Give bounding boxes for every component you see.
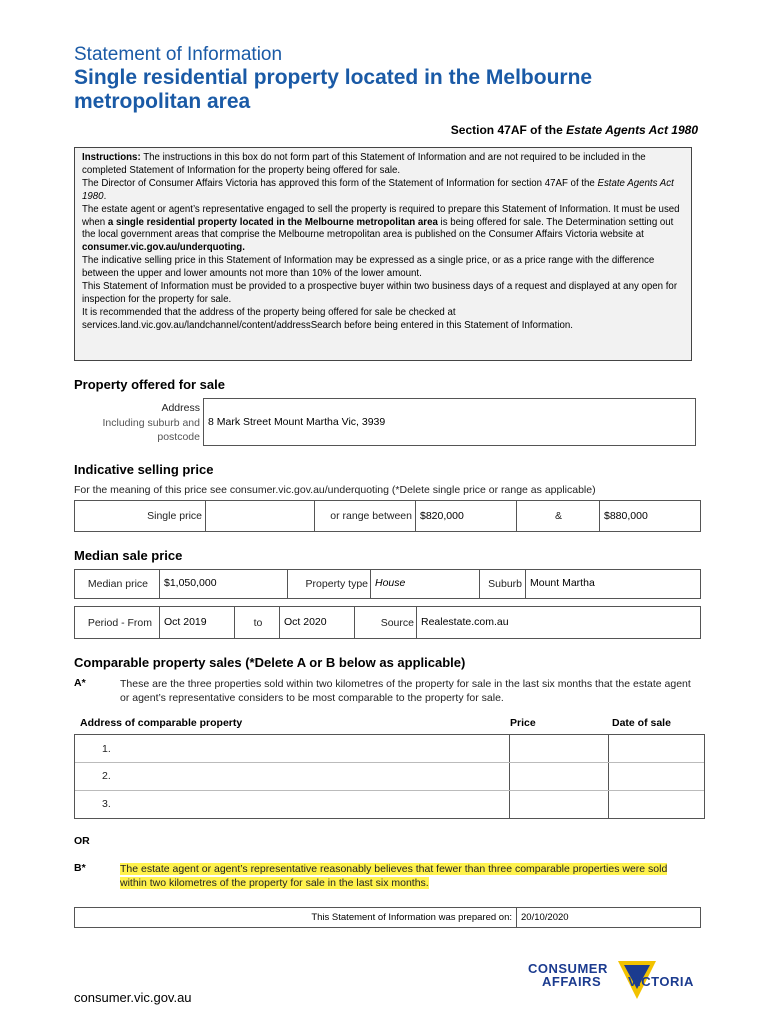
prepared-label: This Statement of Information was prepared on: (311, 912, 512, 923)
instructions-p6: It is recommended that the address of the property being offered for sale be checked at services.land.vic.gov.au/landchannel/content/addressSearch before being entered in this Statement of Information. (82, 306, 573, 331)
period-from-label: Period - From (87, 617, 152, 629)
col-price-header: Price (510, 717, 536, 729)
property-address-field[interactable]: 8 Mark Street Mount Martha Vic, 3939 (203, 398, 696, 446)
option-b-highlighted-text: The estate agent or agent’s representative reasonably believes that fewer than three comparable properties were sold within two kilometres of the property for sale in the last six months. (120, 863, 668, 889)
option-b-text (120, 862, 690, 890)
form-title: Single residential property located in the Melbourne metropolitan area (74, 66, 593, 113)
address-label-line1: Address (161, 402, 200, 414)
instructions-text-3b: is being offered for sale. The Determination setting out the local government areas that comprise the Melbourne metropolitan area is published on the Consumer Affairs Victoria website at (82, 216, 674, 241)
instructions-text-3-bold: a single residential property located in the Melbourne metropolitan area (107, 216, 438, 228)
instructions-box (74, 147, 692, 361)
option-a-text: These are the three properties sold within two kilometres of the property for sale in the last six months that the estate agent or agent’s representative considers to be most comparable to the property for sale. (120, 678, 691, 704)
single-price-field[interactable] (205, 500, 315, 532)
option-b-marker: B* (74, 862, 86, 874)
instructions-p2 (82, 178, 684, 204)
table-divider-price (509, 735, 510, 819)
address-label-line2: Including suburb and (102, 416, 200, 429)
period-to-label: to (253, 617, 263, 629)
prepared-date-field[interactable]: 20/10/2020 (516, 907, 701, 928)
table-row-sep-2 (75, 790, 704, 791)
indicative-note: For the meaning of this price see consumer.vic.gov.au/underquoting (*Delete single price or range as applicable) (74, 484, 596, 496)
instructions-text-1: The instructions in this box do not form part of this Statement of Information and are not required to be included in the completed Statement of Information for the property being offered for sale. (82, 152, 646, 176)
suburb-field[interactable]: Mount Martha (525, 569, 701, 599)
row-1-number: 1. (102, 743, 111, 755)
table-row-sep-1 (75, 762, 704, 763)
consumer-affairs-victoria-logo (528, 958, 703, 1006)
property-type-field[interactable]: House (370, 569, 480, 599)
logo-line-consumer: CONSUMER (528, 961, 608, 976)
section-reference (451, 123, 698, 137)
footer-url[interactable]: consumer.vic.gov.au (74, 990, 192, 1005)
form-kicker: Statement of Information (74, 44, 283, 65)
source-label: Source (380, 617, 414, 629)
or-label: OR (74, 835, 90, 847)
instructions-p3 (82, 204, 684, 256)
instructions-label: Instructions: (82, 152, 141, 163)
period-from-field[interactable]: Oct 2019 (159, 606, 235, 639)
range-low-field[interactable]: $820,000 (415, 500, 517, 532)
range-high-field[interactable]: $880,000 (599, 500, 701, 532)
table-divider-date (608, 735, 609, 819)
median-heading: Median sale price (74, 548, 183, 563)
col-date-header: Date of sale (612, 717, 671, 729)
section-prefix: Section 47AF of the (450, 123, 567, 137)
range-label: or range between (330, 510, 412, 522)
comparable-heading: Comparable property sales (*Delete A or B below as applicable) (74, 655, 466, 670)
row-2-number: 2. (102, 770, 111, 782)
instructions-text-3a: The estate agent or agent’s representative engaged to sell the property is required to prepare this Statement of Information. It must be used when (82, 203, 680, 228)
median-price-label: Median price (87, 578, 148, 590)
property-type-label: Property type (305, 578, 368, 590)
logo-line-victoria: VICTORIA (628, 974, 694, 989)
col-address-header: Address of comparable property (80, 717, 243, 729)
logo-line-affairs: AFFAIRS (542, 974, 602, 989)
instructions-p5: This Statement of Information must be provided to a prospective buyer within two business days of a request and displayed at any open for inspection for the property for sale. (82, 281, 678, 305)
row-3-number: 3. (102, 798, 111, 810)
address-label (74, 401, 200, 445)
instructions-text-2-end: . (103, 190, 107, 202)
instructions-act: Estate Agents Act 1980 (82, 177, 674, 202)
instructions-p1 (82, 152, 684, 178)
comparable-table (74, 734, 705, 819)
property-heading: Property offered for sale (74, 377, 225, 392)
suburb-label: Suburb (488, 578, 522, 590)
indicative-heading: Indicative selling price (74, 462, 214, 477)
instructions-text-2: The Director of Consumer Affairs Victoria has approved this form of the Statement of Information for section 47AF of the (82, 177, 598, 189)
underquoting-link[interactable]: consumer.vic.gov.au/underquoting. (82, 242, 245, 254)
option-a-marker: A* (74, 677, 86, 689)
section-act: Estate Agents Act 1980 (566, 123, 698, 137)
source-field[interactable]: Realestate.com.au (416, 606, 701, 639)
range-amp: & (554, 510, 562, 522)
median-price-field[interactable]: $1,050,000 (159, 569, 288, 599)
address-label-line3: postcode (157, 431, 200, 443)
period-to-field[interactable]: Oct 2020 (279, 606, 355, 639)
instructions-p4: The indicative selling price in this Statement of Information may be expressed as a single price, or as a price range with the difference between the upper and lower amounts not more than 10% of the lower amount. (82, 255, 655, 280)
single-price-label: Single price (147, 510, 202, 522)
